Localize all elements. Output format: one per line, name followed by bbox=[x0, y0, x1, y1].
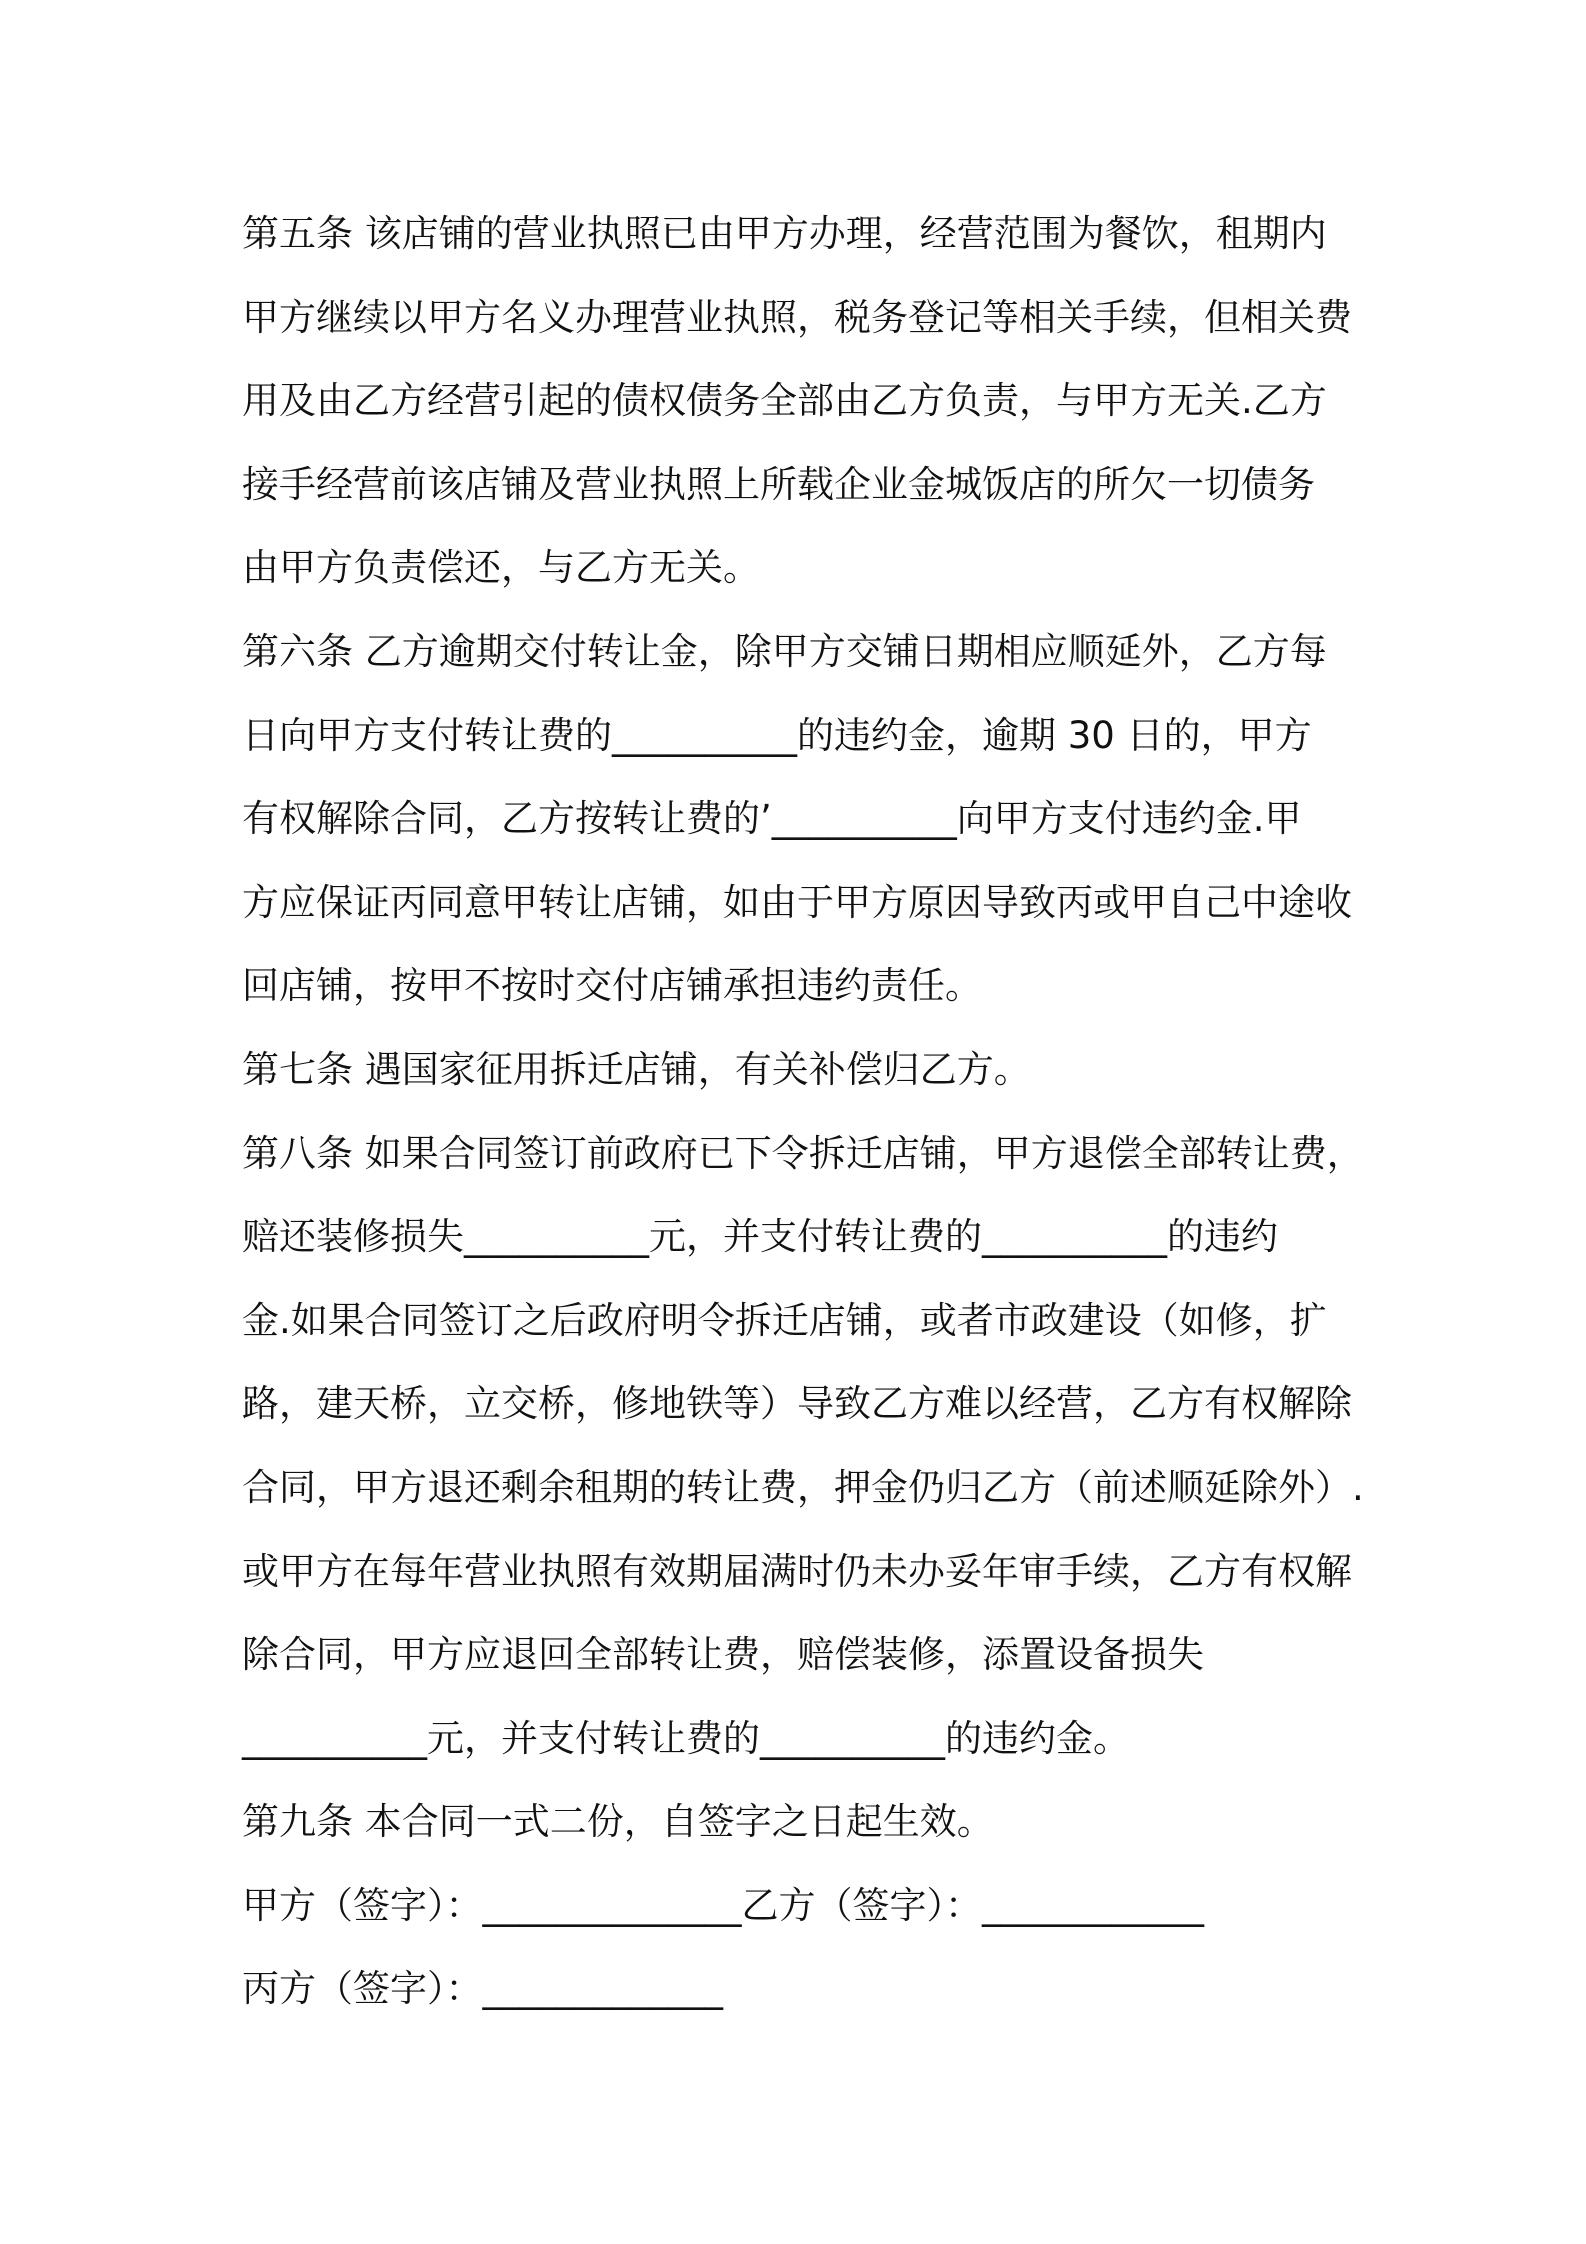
clause-6-line-2: 日向甲方支付转让费的__________的违约金，逾期 30 日的，甲方 bbox=[242, 713, 1312, 757]
clause-8-line-1: 第八条 如果合同签订前政府已下令拆迁店铺，甲方退偿全部转让费， bbox=[242, 1131, 1364, 1175]
clause-8-line-6: 或甲方在每年营业执照有效期届满时仍未办妥年审手续，乙方有权解 bbox=[242, 1549, 1352, 1593]
clause-6-line-4: 方应保证丙同意甲转让店铺，如由于甲方原因导致丙或甲自己中途收 bbox=[242, 880, 1352, 924]
signature-line-party-a-b: 甲方（签字）：______________乙方（签字）：____________ bbox=[242, 1883, 1204, 1927]
clause-6-line-3: 有权解除合同，乙方按转让费的’__________向甲方支付违约金.甲 bbox=[242, 797, 1302, 841]
clause-6-line-5: 回店铺，按甲不按时交付店铺承担违约责任。 bbox=[242, 964, 982, 1008]
clause-8-line-4: 路，建天桥，立交桥，修地铁等）导致乙方难以经营，乙方有权解除 bbox=[242, 1382, 1352, 1426]
clause-7-line-1: 第七条 遇国家征用拆迁店铺，有关补偿归乙方。 bbox=[242, 1047, 1031, 1091]
clause-8-line-7: 除合同，甲方应退回全部转让费，赔偿装修，添置设备损失 bbox=[242, 1633, 1204, 1677]
clause-5-line-4: 接手经营前该店铺及营业执照上所载企业金城饭店的所欠一切债务 bbox=[242, 462, 1315, 506]
signature-line-party-c: 丙方（签字）：_____________ bbox=[242, 1967, 723, 2011]
clause-8-line-2: 赔还装修损失__________元，并支付转让费的__________的违约 bbox=[242, 1215, 1278, 1259]
clause-8-line-5: 合同，甲方退还剩余租期的转让费，押金仍归乙方（前述顺延除外）. bbox=[242, 1465, 1364, 1509]
clause-5-line-5: 由甲方负责偿还，与乙方无关。 bbox=[242, 546, 760, 590]
clause-6-line-1: 第六条 乙方逾期交付转让金，除甲方交铺日期相应顺延外，乙方每 bbox=[242, 629, 1327, 673]
clause-8-line-3: 金.如果合同签订之后政府明令拆迁店铺，或者市政建设（如修，扩 bbox=[242, 1298, 1327, 1342]
document-body bbox=[242, 192, 1372, 2031]
clause-5-line-1: 第五条 该店铺的营业执照已由甲方办理，经营范围为餐饮，租期内 bbox=[242, 212, 1327, 255]
clause-5-line-3: 用及由乙方经营引起的债权债务全部由乙方负责，与甲方无关.乙方 bbox=[242, 379, 1327, 423]
clause-5-line-2: 甲方继续以甲方名义办理营业执照，税务登记等相关手续，但相关费 bbox=[242, 295, 1352, 339]
clause-9-line-1: 第九条 本合同一式二份，自签字之日起生效。 bbox=[242, 1800, 994, 1844]
clause-8-line-8: __________元，并支付转让费的__________的违约金。 bbox=[242, 1716, 1130, 1760]
